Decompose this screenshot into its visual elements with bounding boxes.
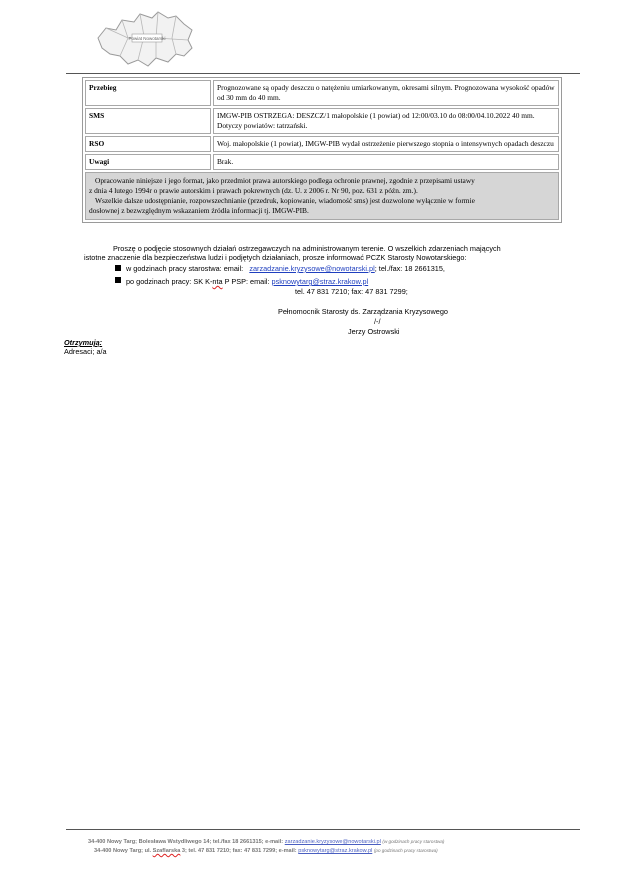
table-row	[85, 154, 559, 170]
copyright-note	[85, 172, 559, 220]
recipients-heading: Otrzymują:	[64, 338, 103, 347]
note-line: z dnia 4 lutego 1994r o prawie autorskim i prawach pokrewnych (dz. U. z 2006 r. Nr 90, poz. 631 z późn. zm.).	[89, 186, 418, 195]
bullet-2-abbrev: nta	[212, 277, 223, 286]
request-line-1: Proszę o podjęcie stosownych działań ostrzegawczych na administrowanym terenie. O wszelkich zdarzeniach mających	[113, 244, 501, 253]
row-label: SMS	[85, 108, 211, 134]
footer-line-2	[94, 847, 438, 855]
recipients-line: Adresaci; a/a	[64, 347, 107, 356]
footer-address-2: 3; tel. 47 831 7210; fax: 47 831 7299; e-mail:	[180, 848, 297, 854]
row-value: Woj. małopolskie (1 powiat), IMGW-PIB wydał ostrzeżenie pierwszego stopnia o intensywnych opadach deszczu	[213, 136, 559, 152]
note-line: dosłownej z bezwzględnym wskazaniem źródła informacji tj. IMGW-PIB.	[89, 206, 309, 215]
psp-phones: tel. 47 831 7210; fax: 47 831 7299;	[295, 287, 408, 296]
row-value: Prognozowane są opady deszczu o natężeniu umiarkowanym, okresami silnym. Prognozowana wysokość opadów od 30 mm do 40 mm.	[213, 80, 559, 106]
bullet-1	[126, 264, 445, 273]
row-value: IMGW-PIB OSTRZEGA: DESZCZ/1 małopolskie (1 powiat) od 12:00/03.10 do 08:00/04.10.2022 40 mm. Dotyczy powiatów: tatrzański.	[213, 108, 559, 134]
bullet-2	[126, 277, 368, 286]
bullet-1-label: w godzinach pracy starostwa: email:	[126, 264, 244, 273]
request-line-2: istotne znaczenie dla bezpieczeństwa ludzi i podjętych działaniach, prosze informować PCZK Starosty Nowotarskiego:	[84, 253, 467, 262]
signature-mark: /-/	[374, 317, 381, 326]
copyright-note-row	[85, 172, 559, 220]
table-row	[85, 108, 559, 134]
signature-name: Jerzy Ostrowski	[348, 327, 400, 336]
email-link-starostwo[interactable]: zarzadzanie.kryzysowe@nowotarski.pl	[249, 264, 375, 273]
powiat-nowotarski-logo	[92, 8, 196, 70]
footer-note-2: (po godzinach pracy starostwa)	[373, 848, 438, 853]
logo-text: Powiat Nowotarski	[128, 36, 166, 41]
footer-address-2-prefix: 34-400 Nowy Targ; ul.	[94, 848, 152, 854]
bullet-icon	[115, 277, 121, 283]
row-label: Uwagi	[85, 154, 211, 170]
warning-details-table	[82, 77, 562, 223]
row-value: Brak.	[213, 154, 559, 170]
bullet-icon	[115, 265, 121, 271]
footer-email-1[interactable]: zarzadzanie.kryzysowe@nowotarski.pl	[284, 839, 381, 845]
table-row	[85, 80, 559, 106]
footer-divider	[66, 829, 580, 830]
row-label: RSO	[85, 136, 211, 152]
header-divider	[66, 73, 580, 74]
bullet-2-mid: P PSP: email:	[222, 277, 270, 286]
bullet-1-phone: ; tel./fax: 18 2661315,	[374, 264, 445, 273]
row-label: Przebieg	[85, 80, 211, 106]
note-line: Wszelkie dalsze udostępnianie, rozpowszechnianie (przedruk, kopiowanie, wiadomość sms) jest dozwolone wyłącznie w formie	[95, 196, 475, 205]
bullet-2-label: po godzinach pracy: SK K-	[126, 277, 213, 286]
table-row	[85, 136, 559, 152]
footer-note-1: (w godzinach pracy starostwa)	[382, 839, 445, 844]
footer-street: Szaflarska	[152, 848, 181, 854]
footer-email-2[interactable]: psknowytarg@straz.krakow.pl	[298, 848, 373, 854]
note-line: Opracowanie niniejsze i jego format, jako przedmiot prawa autorskiego podlega ochronie prawnej, zgodnie z przepisami ustawy	[95, 176, 475, 185]
footer-line-1	[88, 838, 444, 846]
email-link-psp[interactable]: psknowytarg@straz.krakow.pl	[271, 277, 369, 286]
footer-address-1: 34-400 Nowy Targ; Bolesława Wstydliwego 14; tel./fax 18 2661315; e-mail:	[88, 839, 284, 845]
signature-title: Pełnomocnik Starosty ds. Zarządzania Kryzysowego	[278, 307, 448, 316]
